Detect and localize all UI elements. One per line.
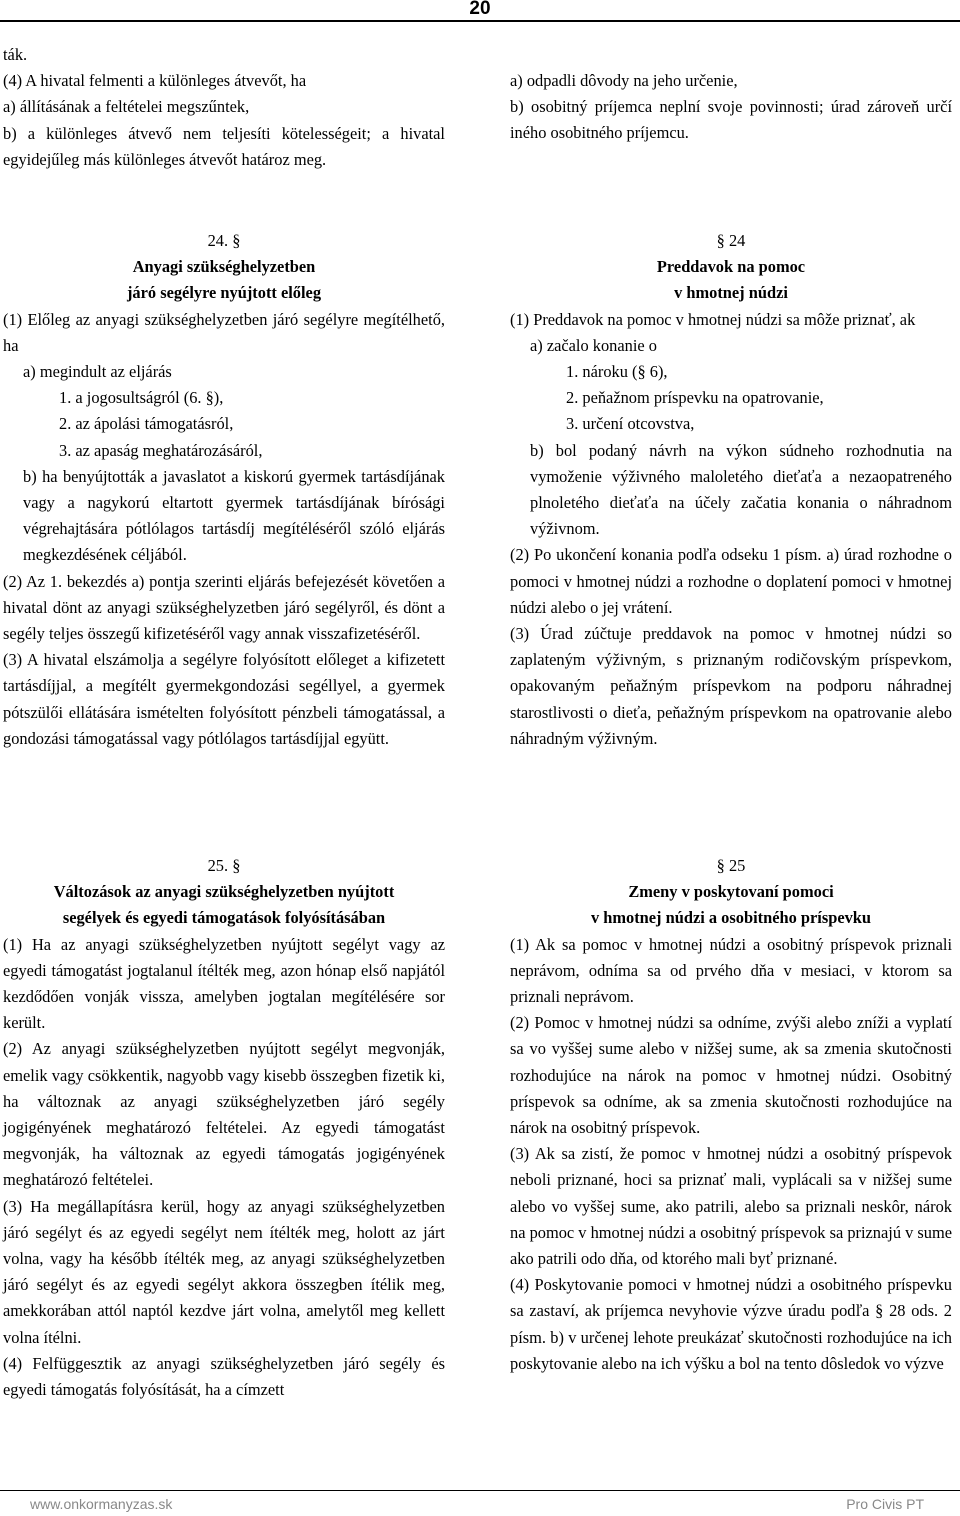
section-title: segélyek és egyedi támogatások folyósításában	[62, 908, 386, 928]
section-number: § 25	[716, 856, 746, 875]
footer-publisher: Pro Civis PT	[846, 1496, 924, 1512]
section-number: 25. §	[207, 856, 241, 875]
section-title: Zmeny v poskytovaní pomoci	[628, 882, 834, 902]
sk-section-25	[510, 853, 952, 1377]
sk-top-line: b) osobitný príjemca neplní svoje povinnosti; úrad zároveň určí iného osobitného príjemcu.	[510, 97, 952, 143]
paragraph: (4) Felfüggesztik az anyagi szükséghelyzetben járó segély és egyedi támogatás folyósítását, ha a címzett	[3, 1353, 445, 1400]
paragraph: (1) Előleg az anyagi szükséghelyzetben járó segélyre megítélhető, ha	[3, 309, 445, 355]
paragraph: (1) Preddavok na pomoc v hmotnej núdzi sa môže priznať, ak	[510, 309, 916, 329]
paragraph-subitem: 1. nároku (§ 6),	[566, 362, 668, 382]
paragraph: (2) Pomoc v hmotnej núdzi sa odníme, zvýši alebo zníži a vyplatí sa vo vyššej sume alebo v nižšej sume, ak sa zmenia skutočnosti rozhodujúce na nárok na pomoc v hmotnej núdzi. Osobitný príspevok sa odníme, ak sa zmenia skutočnosti rozhodujúce na nárok na osobitný príspevok.	[510, 1013, 952, 1138]
section-title: v hmotnej núdzi a osobitného príspevku	[590, 908, 872, 928]
hu-top-line: (4) A hivatal felmenti a különleges átvevőt, ha	[3, 71, 307, 91]
paragraph: (3) Úrad zúčtuje preddavok na pomoc v hmotnej núdzi so zaplateným výživným, s priznaným rodičovským príspevkom, opakovaným peňažným príspevkom na podporu náhradnej starostlivosti o dieťa, peňažným príspevkom na opatrovanie alebo náhradným výživným.	[510, 624, 952, 748]
section-title: Változások az anyagi szükséghelyzetben nyújtott	[53, 882, 395, 902]
paragraph: (1) Ha az anyagi szükséghelyzetben nyújtott segélyt vagy az egyedi támogatást jogtalanul ítélték meg, azon hónap első napjától kezdődően vonják vissza, amelyben jogtalan megítélésére sor került.	[3, 934, 445, 1033]
section-title: v hmotnej núdzi	[674, 283, 788, 303]
paragraph-subitem: 2. az ápolási támogatásról,	[59, 414, 234, 434]
section-title: járó segélyre nyújtott előleg	[126, 283, 322, 303]
page-number: 20	[469, 0, 491, 19]
paragraph-subitem: 3. určení otcovstva,	[566, 414, 695, 434]
paragraph-subitem: 1. a jogosultságról (6. §),	[59, 388, 224, 408]
paragraph-item: a) megindult az eljárás	[23, 362, 172, 382]
paragraph: (2) Az 1. bekezdés a) pontja szerinti eljárás befejezését követően a hivatal dönt az anyagi szükséghelyzetben járó segélyről, és dönt a segély teljes összegű kifizetéséről vagy annak visszafizetéséről.	[3, 571, 445, 644]
paragraph: (4) Poskytovanie pomoci v hmotnej núdzi a osobitného príspevku sa zastaví, ak príjemca nevyhovie výzve úradu podľa § 28 ods. 2 písm. b) v určenej lehote preukázať skutočnosti rozhodujúce na ich poskytovanie alebo na ich výšku a bol na tento dôsledok vo výzve	[510, 1275, 952, 1373]
hu-top-line: b) a különleges átvevő nem teljesíti kötelességeit; a hivatal egyidejűleg más különleges átvevőt határoz meg.	[3, 123, 445, 169]
paragraph-item: b) bol podaný návrh na výkon súdneho rozhodnutia na vymoženie výživného maloletého dieťaťa a nezaopatreného plnoletého dieťaťa na účely začatia konania o náhradnom výživnom.	[530, 440, 952, 539]
hu-top-line: a) állításának a feltételei megszűntek,	[3, 97, 250, 117]
paragraph: (3) Ha megállapításra kerül, hogy az anyagi szükséghelyzetben járó segélyt és az egyedi segélyt nem ítélték meg, holott az járt volna, vagy ha később ítélték meg, az anyagi szükséghelyzetben járó segélyt és az egyedi segélyt akkora összegben ítélik meg, amekkorában attól naptól kezdve járt volna, amelytől meg kellett volna ítélni.	[3, 1196, 445, 1347]
paragraph: (2) Po ukončení konania podľa odseku 1 písm. a) úrad rozhodne o pomoci v hmotnej núdzi a rozhodne o doplatení pomoci v hmotnej núdzi alebo o jej vrátení.	[510, 545, 952, 617]
paragraph-subitem: 2. peňažnom príspevku na opatrovanie,	[566, 388, 824, 408]
sk-top-line: a) odpadli dôvody na jeho určenie,	[510, 71, 738, 90]
section-title: Preddavok na pomoc	[656, 257, 806, 277]
section-number: 24. §	[207, 231, 241, 250]
footer	[0, 1494, 960, 1516]
sk-top-block	[510, 68, 952, 147]
hu-section-25	[3, 853, 445, 1403]
footer-rule	[0, 1490, 960, 1491]
section-number: § 24	[716, 231, 746, 250]
paragraph: (1) Ak sa pomoc v hmotnej núdzi a osobitný príspevok priznali neprávom, odníma sa od prvého dňa v mesiaci, v ktorom sa priznali neprávom.	[510, 934, 952, 1007]
hu-section-24	[3, 228, 445, 752]
paragraph-subitem: 3. az apaság meghatározásáról,	[59, 440, 263, 460]
hu-top-line: ták.	[3, 45, 28, 64]
section-title: Anyagi szükséghelyzetben	[132, 257, 316, 277]
paragraph-item: b) ha benyújtották a javaslatot a kiskorú gyermek tartásdíjának vagy a nagykorú eltartott gyermek tartásdíjának bírósági végrehajtására pótlólagos tartásdíj megítéléséről szóló eljárás megkezdésének céljából.	[23, 466, 445, 565]
footer-website-link[interactable]: www.onkormanyzas.sk	[30, 1496, 173, 1512]
paragraph: (3) A hivatal elszámolja a segélyre folyósított előleget a kifizetett tartásdíjjal, a megítélt gyermekgondozási segéllyel, a gyermek pótszülői ellátására ismételten folyósított pénzbeli támogatással, a gondozási támogatással vagy pótlólagos tartásdíjjal együtt.	[3, 650, 445, 748]
sk-section-24	[510, 228, 952, 752]
header-rule	[0, 20, 960, 22]
paragraph: (2) Az anyagi szükséghelyzetben nyújtott segélyt megvonják, emelik vagy csökkentik, nagyobb vagy kisebb összegben fizetik ki, ha változnak az anyagi szükséghelyzetben járó segély jogigényének meghatározó feltételei. Az egyedi támogatást megvonják, ha változnak az egyedi támogatás jogigényének meghatározó feltételei.	[3, 1039, 445, 1190]
hu-top-block	[3, 42, 445, 173]
paragraph-item: a) začalo konanie o	[530, 335, 657, 355]
paragraph: (3) Ak sa zistí, že pomoc v hmotnej núdzi a osobitný príspevok neboli priznané, hoci sa priznať mali, vyplácali sa v nižšej sume alebo vo vyššej sume, ako patrili, alebo sa priznali neskôr, nárok na pomoc v hmotnej núdzi a osobitný príspevok sa priznajú v sume ako patrili odo dňa, od ktorého mali byť priznané.	[510, 1144, 953, 1269]
